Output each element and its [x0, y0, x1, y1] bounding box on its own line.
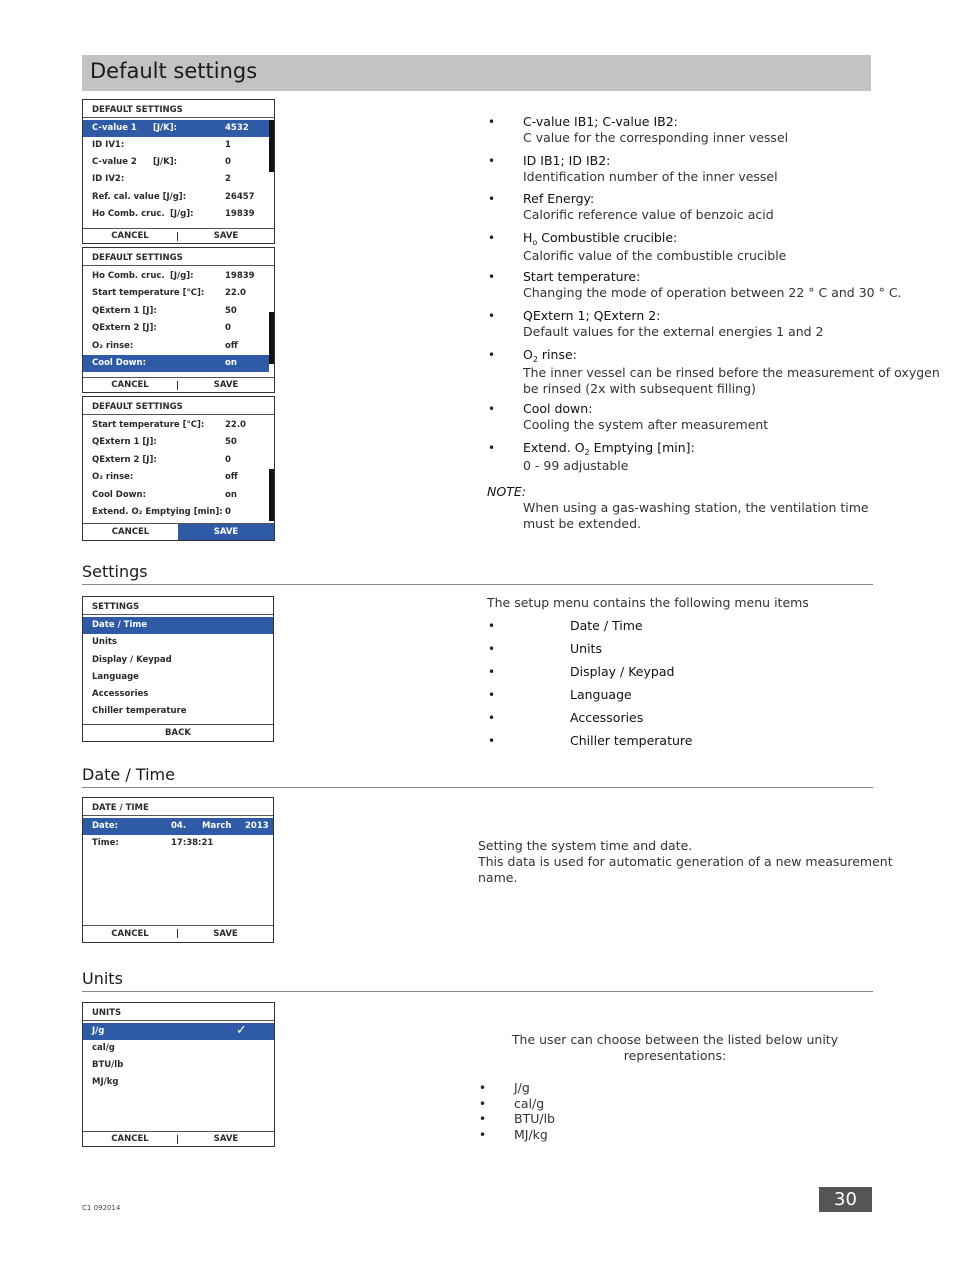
screen-row[interactable]: Date / Time	[83, 617, 273, 634]
list-item: $H_o$ Combustible crucible: Calorific value of the combustible crucible	[523, 230, 787, 263]
cancel-button[interactable]: CANCEL	[111, 527, 150, 537]
screen-footer	[83, 724, 273, 741]
screen-row[interactable]: C-value 1 [J/K]: 4532	[83, 120, 269, 137]
screen-row[interactable]: Ref. cal. value [J/g]: 26457	[92, 192, 255, 202]
list-item: cal/g	[514, 1096, 545, 1111]
screen-row[interactable]: Display / Keypad	[92, 655, 172, 665]
screen-header: DEFAULT SETTINGS	[83, 397, 274, 415]
screen-row[interactable]: MJ/kg	[92, 1077, 119, 1087]
divider	[82, 584, 873, 585]
divider	[82, 787, 873, 788]
screen-row[interactable]: QExtern 1 [J]: 50	[92, 306, 237, 316]
save-button[interactable]: SAVE	[213, 1134, 239, 1144]
list-item: J/g	[514, 1080, 530, 1095]
screen-header: SETTINGS	[83, 597, 273, 615]
section-title-date-time: Date / Time	[82, 765, 175, 784]
screen-row[interactable]: C-value 2 [J/K]: 0	[92, 157, 231, 167]
date-time-description: Setting the system time and date. This data is used for automatic generation of a new measurement name.	[478, 838, 893, 885]
cancel-button[interactable]: CANCEL	[111, 380, 149, 390]
page-title: Default settings	[90, 59, 258, 83]
screen-row[interactable]: O₂ rinse: off	[92, 472, 238, 482]
check-icon: ✓	[236, 1023, 247, 1038]
time-row[interactable]: Time: 17:38:21	[92, 838, 214, 848]
screen-footer	[83, 925, 273, 942]
back-button[interactable]: BACK	[165, 728, 191, 738]
screen-header: UNITS	[83, 1003, 274, 1021]
screen-row[interactable]: Ho Comb. cruc. [J/g]: 19839	[92, 271, 255, 281]
scrollbar[interactable]	[269, 469, 274, 521]
section-title-settings: Settings	[82, 562, 148, 581]
list-item: QExtern 1; QExtern 2: Default values for the external energies 1 and 2	[523, 308, 824, 339]
list-item: Chiller temperature	[570, 733, 693, 748]
note-label: NOTE:	[487, 484, 526, 499]
page-number: 30	[819, 1187, 872, 1212]
section-title-units: Units	[82, 969, 123, 988]
list-item: BTU/lb	[514, 1111, 555, 1126]
screen-row[interactable]: QExtern 1 [J]: 50	[92, 437, 237, 447]
save-button[interactable]: SAVE	[213, 380, 239, 390]
screen-footer	[83, 523, 274, 540]
default-settings-screen-3	[82, 396, 275, 541]
screen-footer	[83, 228, 274, 243]
list-item: Date / Time	[570, 618, 643, 633]
screen-header: DEFAULT SETTINGS	[83, 100, 274, 118]
screen-row[interactable]: Extend. O₂ Emptying [min]: 0	[92, 507, 231, 517]
list-item: Units	[570, 641, 602, 656]
screen-row[interactable]: QExtern 2 [J]: 0	[92, 455, 231, 465]
screen-row[interactable]: cal/g	[92, 1043, 115, 1053]
cancel-button[interactable]: CANCEL	[111, 1134, 149, 1144]
list-item: Extend. $O_2$ Emptying [min]: 0 - 99 adjustable	[523, 440, 695, 473]
list-item: Start temperature: Changing the mode of operation between 22 ° C and 30 ° C.	[523, 269, 902, 300]
screen-footer	[83, 377, 274, 392]
save-button[interactable]: SAVE	[213, 929, 238, 939]
screen-row[interactable]: Chiller temperature	[92, 706, 187, 716]
list-item: ID IB1; ID IB2: Identification number of the inner vessel	[523, 153, 778, 184]
list-item: $O_2$ rinse: The inner vessel can be rinsed before the measurement of oxygen be rinsed (2x with subsequent filling)	[523, 347, 940, 396]
screen-row[interactable]: Units	[92, 637, 117, 647]
list-item: C-value IB1; C-value IB2: C value for the corresponding inner vessel	[523, 114, 789, 145]
screen-footer	[83, 1131, 274, 1146]
screen-row[interactable]: Cool Down: on	[83, 355, 269, 372]
screen-row[interactable]: Ho Comb. cruc. [J/g]: 19839	[92, 209, 255, 219]
screen-row[interactable]: Cool Down: on	[92, 490, 237, 500]
list-item: Cool down: Cooling the system after measurement	[523, 401, 769, 432]
list-item: Accessories	[570, 710, 644, 725]
units-screen	[82, 1002, 275, 1147]
screen-row[interactable]: QExtern 2 [J]: 0	[92, 323, 231, 333]
list-item: MJ/kg	[514, 1127, 548, 1142]
list-item: Language	[570, 687, 632, 702]
screen-row[interactable]: O₂ rinse: off	[92, 341, 238, 351]
screen-header: DATE / TIME	[83, 798, 273, 816]
divider	[82, 991, 873, 992]
settings-screen	[82, 596, 274, 742]
scrollbar[interactable]	[269, 312, 274, 364]
save-button[interactable]: SAVE	[213, 231, 239, 241]
list-item: Display / Keypad	[570, 664, 675, 679]
note-text: When using a gas-washing station, the ventilation time must be extended.	[523, 500, 869, 531]
settings-intro: The setup menu contains the following menu items	[487, 595, 809, 610]
screen-row[interactable]: J/g ✓	[83, 1023, 274, 1040]
cancel-button[interactable]: CANCEL	[111, 231, 149, 241]
title-banner	[82, 55, 871, 91]
screen-row[interactable]: BTU/lb	[92, 1060, 124, 1070]
screen-row[interactable]: ID IV2: 2	[92, 174, 231, 184]
screen-row[interactable]: ID IV1: 1	[92, 140, 231, 150]
default-settings-screen-1	[82, 99, 275, 244]
screen-row[interactable]: Start temperature [°C]: 22.0	[92, 288, 246, 298]
screen-row[interactable]: Accessories	[92, 689, 149, 699]
date-row[interactable]: Date: 04. March 2013	[83, 818, 273, 835]
list-item: Ref Energy: Calorific reference value of benzoic acid	[523, 191, 774, 222]
screen-row[interactable]: Start temperature [°C]: 22.0	[92, 420, 246, 430]
default-settings-screen-2	[82, 247, 275, 393]
footer-code: C1 092014	[82, 1204, 121, 1212]
date-time-screen	[82, 797, 274, 943]
cancel-button[interactable]: CANCEL	[111, 929, 149, 939]
screen-row[interactable]: Language	[92, 672, 139, 682]
units-intro: The user can choose between the listed below unity representations:	[511, 1032, 839, 1063]
screen-header: DEFAULT SETTINGS	[83, 248, 274, 266]
scrollbar[interactable]	[269, 120, 274, 172]
save-button[interactable]: SAVE	[178, 524, 274, 540]
